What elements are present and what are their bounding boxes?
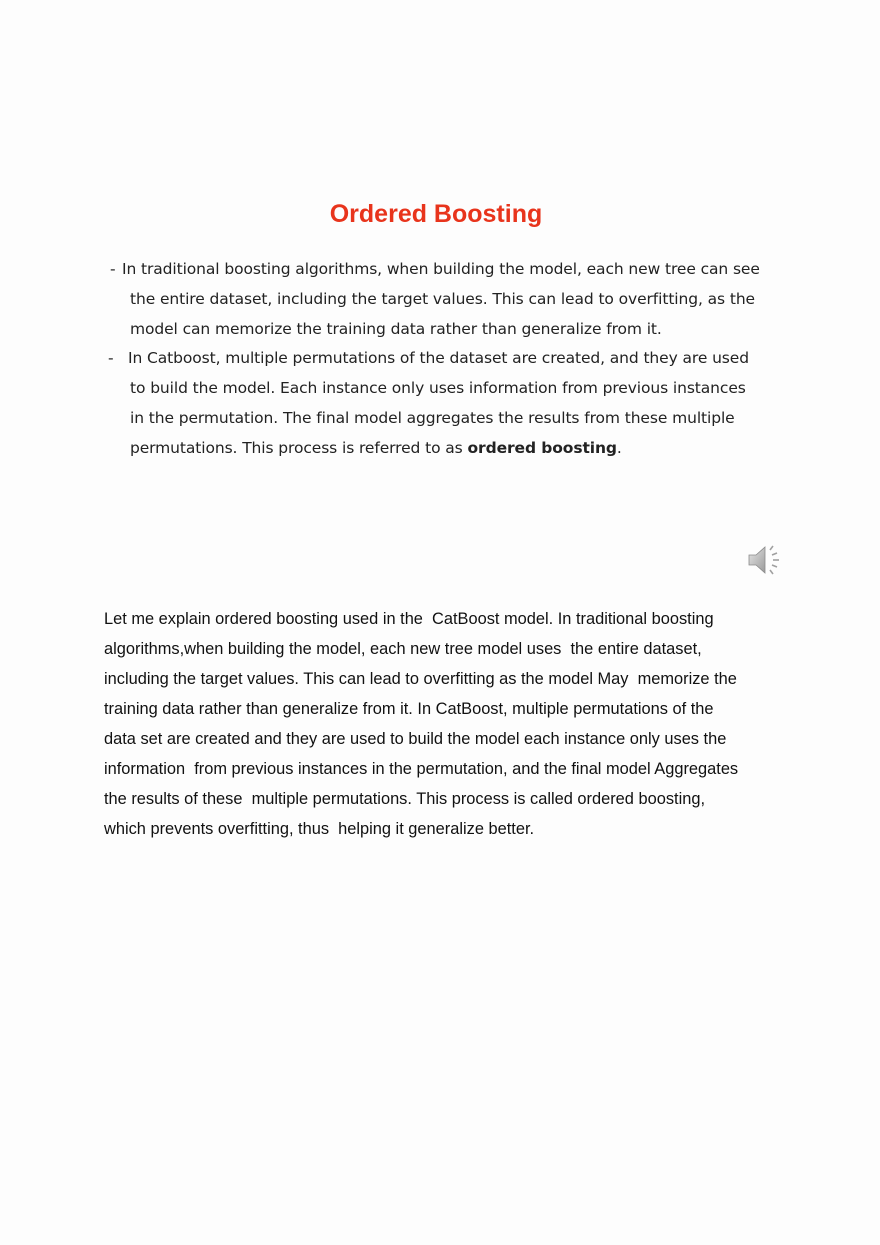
bullet-line: In Catboost, multiple permutations of the dataset are created, and they are used [128, 349, 749, 368]
slide [0, 0, 880, 590]
notes-line: information from previous instances in the permutation, and the final model Aggregates [104, 760, 739, 778]
bullet-marker: - [110, 260, 116, 278]
bullet-text: . [616, 438, 622, 457]
notes-line: which prevents overfitting, thus helping it generalize better. [104, 820, 535, 838]
bullet-line: In traditional boosting algorithms, when building the model, each new tree can see [122, 260, 760, 278]
bullet-line: model can memorize the training data rather than generalize from it. [130, 319, 662, 338]
bullet-item [108, 344, 768, 463]
bullet-line: in the permutation. The final model aggregates the results from these multiple [130, 408, 735, 427]
bullet-line: the entire dataset, including the target values. This can lead to overfitting, as the [130, 289, 755, 308]
bold-term: ordered boosting [467, 438, 617, 457]
notes-line: data set are created and they are used to build the model each instance only uses the [104, 730, 727, 748]
speaker-icon[interactable] [746, 543, 782, 577]
slide-title: Ordered Boosting [329, 200, 543, 228]
bullet-line-last [130, 434, 768, 464]
bullet-marker: - [108, 349, 114, 368]
bullet-text: permutations. This process is referred to as [130, 438, 468, 457]
notes-line: the results of these multiple permutations. This process is called ordered boosting, [104, 790, 705, 808]
notes-line: Let me explain ordered boosting used in the CatBoost model. In traditional boosting [104, 610, 714, 628]
notes-line: algorithms,when building the model, each new tree model uses the entire dataset, [104, 640, 702, 658]
bullet-list [108, 255, 768, 464]
notes-line: training data rather than generalize from it. In CatBoost, multiple permutations of the [104, 700, 714, 718]
bullet-line: to build the model. Each instance only uses information from previous instances [130, 379, 746, 398]
bullet-item [108, 255, 768, 344]
speaker-notes [104, 604, 794, 844]
notes-line: including the target values. This can lead to overfitting as the model May memorize the [104, 670, 737, 688]
